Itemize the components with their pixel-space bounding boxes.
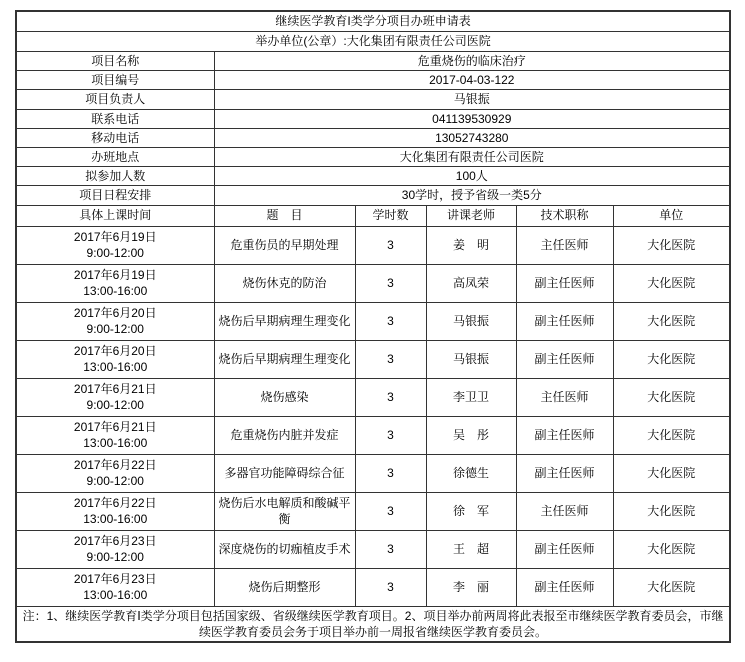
schedule-teacher: 徐德生 [426, 454, 516, 492]
info-row-project-number [16, 71, 730, 90]
schedule-date: 2017年6月19日 [73, 267, 157, 282]
info-value: 大化集团有限责任公司医院 [214, 147, 730, 166]
info-label: 项目负责人 [16, 90, 214, 109]
schedule-unit: 大化医院 [613, 492, 730, 530]
schedule-time: 9:00-12:00 [86, 246, 144, 260]
schedule-rank: 主任医师 [516, 226, 613, 264]
info-value: 041139530929 [214, 109, 730, 128]
schedule-datetime [16, 378, 214, 416]
note-row [16, 606, 730, 642]
schedule-header-hours: 学时数 [355, 205, 426, 226]
schedule-date: 2017年6月22日 [73, 457, 157, 472]
schedule-time: 13:00-16:00 [83, 436, 148, 450]
info-label: 联系电话 [16, 109, 214, 128]
schedule-date: 2017年6月20日 [73, 305, 157, 320]
schedule-hours: 3 [355, 340, 426, 378]
schedule-date: 2017年6月23日 [73, 571, 157, 586]
info-value: 13052743280 [214, 128, 730, 147]
schedule-date: 2017年6月20日 [73, 343, 157, 358]
schedule-time: 9:00-12:00 [86, 322, 144, 336]
info-label: 移动电话 [16, 128, 214, 147]
info-row-project-name [16, 52, 730, 71]
schedule-header-time: 具体上课时间 [16, 205, 214, 226]
schedule-hours: 3 [355, 226, 426, 264]
schedule-teacher: 姜 明 [426, 226, 516, 264]
schedule-hours: 3 [355, 416, 426, 454]
schedule-row [16, 492, 730, 530]
form-title: 继续医学教育I类学分项目办班申请表 [16, 11, 730, 32]
schedule-date: 2017年6月23日 [73, 533, 157, 548]
info-label: 办班地点 [16, 147, 214, 166]
info-row-schedule-summary [16, 186, 730, 205]
info-label: 拟参加人数 [16, 167, 214, 186]
organizer-row [16, 32, 730, 52]
schedule-date: 2017年6月22日 [73, 495, 157, 510]
info-label: 项目编号 [16, 71, 214, 90]
application-form-table [15, 10, 731, 643]
schedule-datetime [16, 226, 214, 264]
schedule-row [16, 226, 730, 264]
info-row-project-leader [16, 90, 730, 109]
schedule-teacher: 马银振 [426, 302, 516, 340]
schedule-row [16, 302, 730, 340]
schedule-datetime [16, 340, 214, 378]
schedule-rank: 副主任医师 [516, 530, 613, 568]
schedule-hours: 3 [355, 302, 426, 340]
schedule-unit: 大化医院 [613, 568, 730, 606]
schedule-hours: 3 [355, 568, 426, 606]
schedule-row [16, 264, 730, 302]
schedule-unit: 大化医院 [613, 226, 730, 264]
schedule-teacher: 吴 彤 [426, 416, 516, 454]
schedule-rank: 副主任医师 [516, 416, 613, 454]
schedule-unit: 大化医院 [613, 378, 730, 416]
schedule-header-rank: 技术职称 [516, 205, 613, 226]
schedule-time: 13:00-16:00 [83, 284, 148, 298]
schedule-teacher: 李卫卫 [426, 378, 516, 416]
schedule-rank: 副主任医师 [516, 340, 613, 378]
info-value: 30学时，授予省级一类5分 [214, 186, 730, 205]
schedule-datetime [16, 416, 214, 454]
info-value: 危重烧伤的临床治疗 [214, 52, 730, 71]
schedule-row [16, 530, 730, 568]
schedule-row [16, 454, 730, 492]
schedule-time: 13:00-16:00 [83, 588, 148, 602]
schedule-teacher: 高凤荣 [426, 264, 516, 302]
schedule-time: 9:00-12:00 [86, 550, 144, 564]
schedule-topic: 烧伤后期整形 [214, 568, 355, 606]
schedule-time: 9:00-12:00 [86, 474, 144, 488]
schedule-unit: 大化医院 [613, 454, 730, 492]
schedule-rank: 主任医师 [516, 492, 613, 530]
schedule-header-row [16, 205, 730, 226]
schedule-datetime [16, 492, 214, 530]
organizer-text: 举办单位(公章）:大化集团有限责任公司医院 [16, 32, 730, 52]
schedule-topic: 危重伤员的早期处理 [214, 226, 355, 264]
schedule-time: 13:00-16:00 [83, 512, 148, 526]
schedule-teacher: 李 丽 [426, 568, 516, 606]
schedule-date: 2017年6月19日 [73, 229, 157, 244]
schedule-datetime [16, 568, 214, 606]
schedule-time: 13:00-16:00 [83, 360, 148, 374]
title-row [16, 11, 730, 32]
schedule-row [16, 568, 730, 606]
schedule-hours: 3 [355, 378, 426, 416]
info-value: 100人 [214, 167, 730, 186]
footnote-text: 注：1、继续医学教育Ⅰ类学分项目包括国家级、省级继续医学教育项目。2、项目举办前两周将此表报至市继续医学教育委员会，市继续医学教育委员会务于项目举办前一周报省继续医学教育委员会。 [16, 606, 730, 642]
info-label: 项目日程安排 [16, 186, 214, 205]
schedule-unit: 大化医院 [613, 264, 730, 302]
info-row-class-location [16, 147, 730, 166]
schedule-unit: 大化医院 [613, 530, 730, 568]
schedule-topic: 烧伤后水电解质和酸碱平衡 [214, 492, 355, 530]
schedule-hours: 3 [355, 264, 426, 302]
schedule-topic: 危重烧伤内脏并发症 [214, 416, 355, 454]
schedule-topic: 烧伤后早期病理生理变化 [214, 302, 355, 340]
info-value: 马银振 [214, 90, 730, 109]
schedule-teacher: 徐 军 [426, 492, 516, 530]
info-row-contact-phone [16, 109, 730, 128]
schedule-row [16, 378, 730, 416]
schedule-topic: 烧伤休克的防治 [214, 264, 355, 302]
info-value: 2017-04-03-122 [214, 71, 730, 90]
schedule-topic: 多器官功能障碍综合征 [214, 454, 355, 492]
schedule-time: 9:00-12:00 [86, 398, 144, 412]
schedule-rank: 主任医师 [516, 378, 613, 416]
schedule-rank: 副主任医师 [516, 264, 613, 302]
info-row-mobile-phone [16, 128, 730, 147]
schedule-rank: 副主任医师 [516, 302, 613, 340]
schedule-row [16, 416, 730, 454]
schedule-hours: 3 [355, 454, 426, 492]
schedule-unit: 大化医院 [613, 302, 730, 340]
schedule-rank: 副主任医师 [516, 568, 613, 606]
schedule-datetime [16, 302, 214, 340]
schedule-rank: 副主任医师 [516, 454, 613, 492]
schedule-unit: 大化医院 [613, 416, 730, 454]
schedule-topic: 烧伤后早期病理生理变化 [214, 340, 355, 378]
schedule-hours: 3 [355, 492, 426, 530]
schedule-datetime [16, 454, 214, 492]
schedule-datetime [16, 264, 214, 302]
schedule-row [16, 340, 730, 378]
schedule-teacher: 王 超 [426, 530, 516, 568]
schedule-date: 2017年6月21日 [73, 419, 157, 434]
schedule-header-unit: 单位 [613, 205, 730, 226]
schedule-teacher: 马银振 [426, 340, 516, 378]
schedule-unit: 大化医院 [613, 340, 730, 378]
info-label: 项目名称 [16, 52, 214, 71]
info-row-participant-count [16, 167, 730, 186]
schedule-hours: 3 [355, 530, 426, 568]
schedule-topic: 烧伤感染 [214, 378, 355, 416]
schedule-header-topic: 题 目 [214, 205, 355, 226]
schedule-topic: 深度烧伤的切痂植皮手术 [214, 530, 355, 568]
schedule-datetime [16, 530, 214, 568]
schedule-header-teacher: 讲课老师 [426, 205, 516, 226]
schedule-date: 2017年6月21日 [73, 381, 157, 396]
